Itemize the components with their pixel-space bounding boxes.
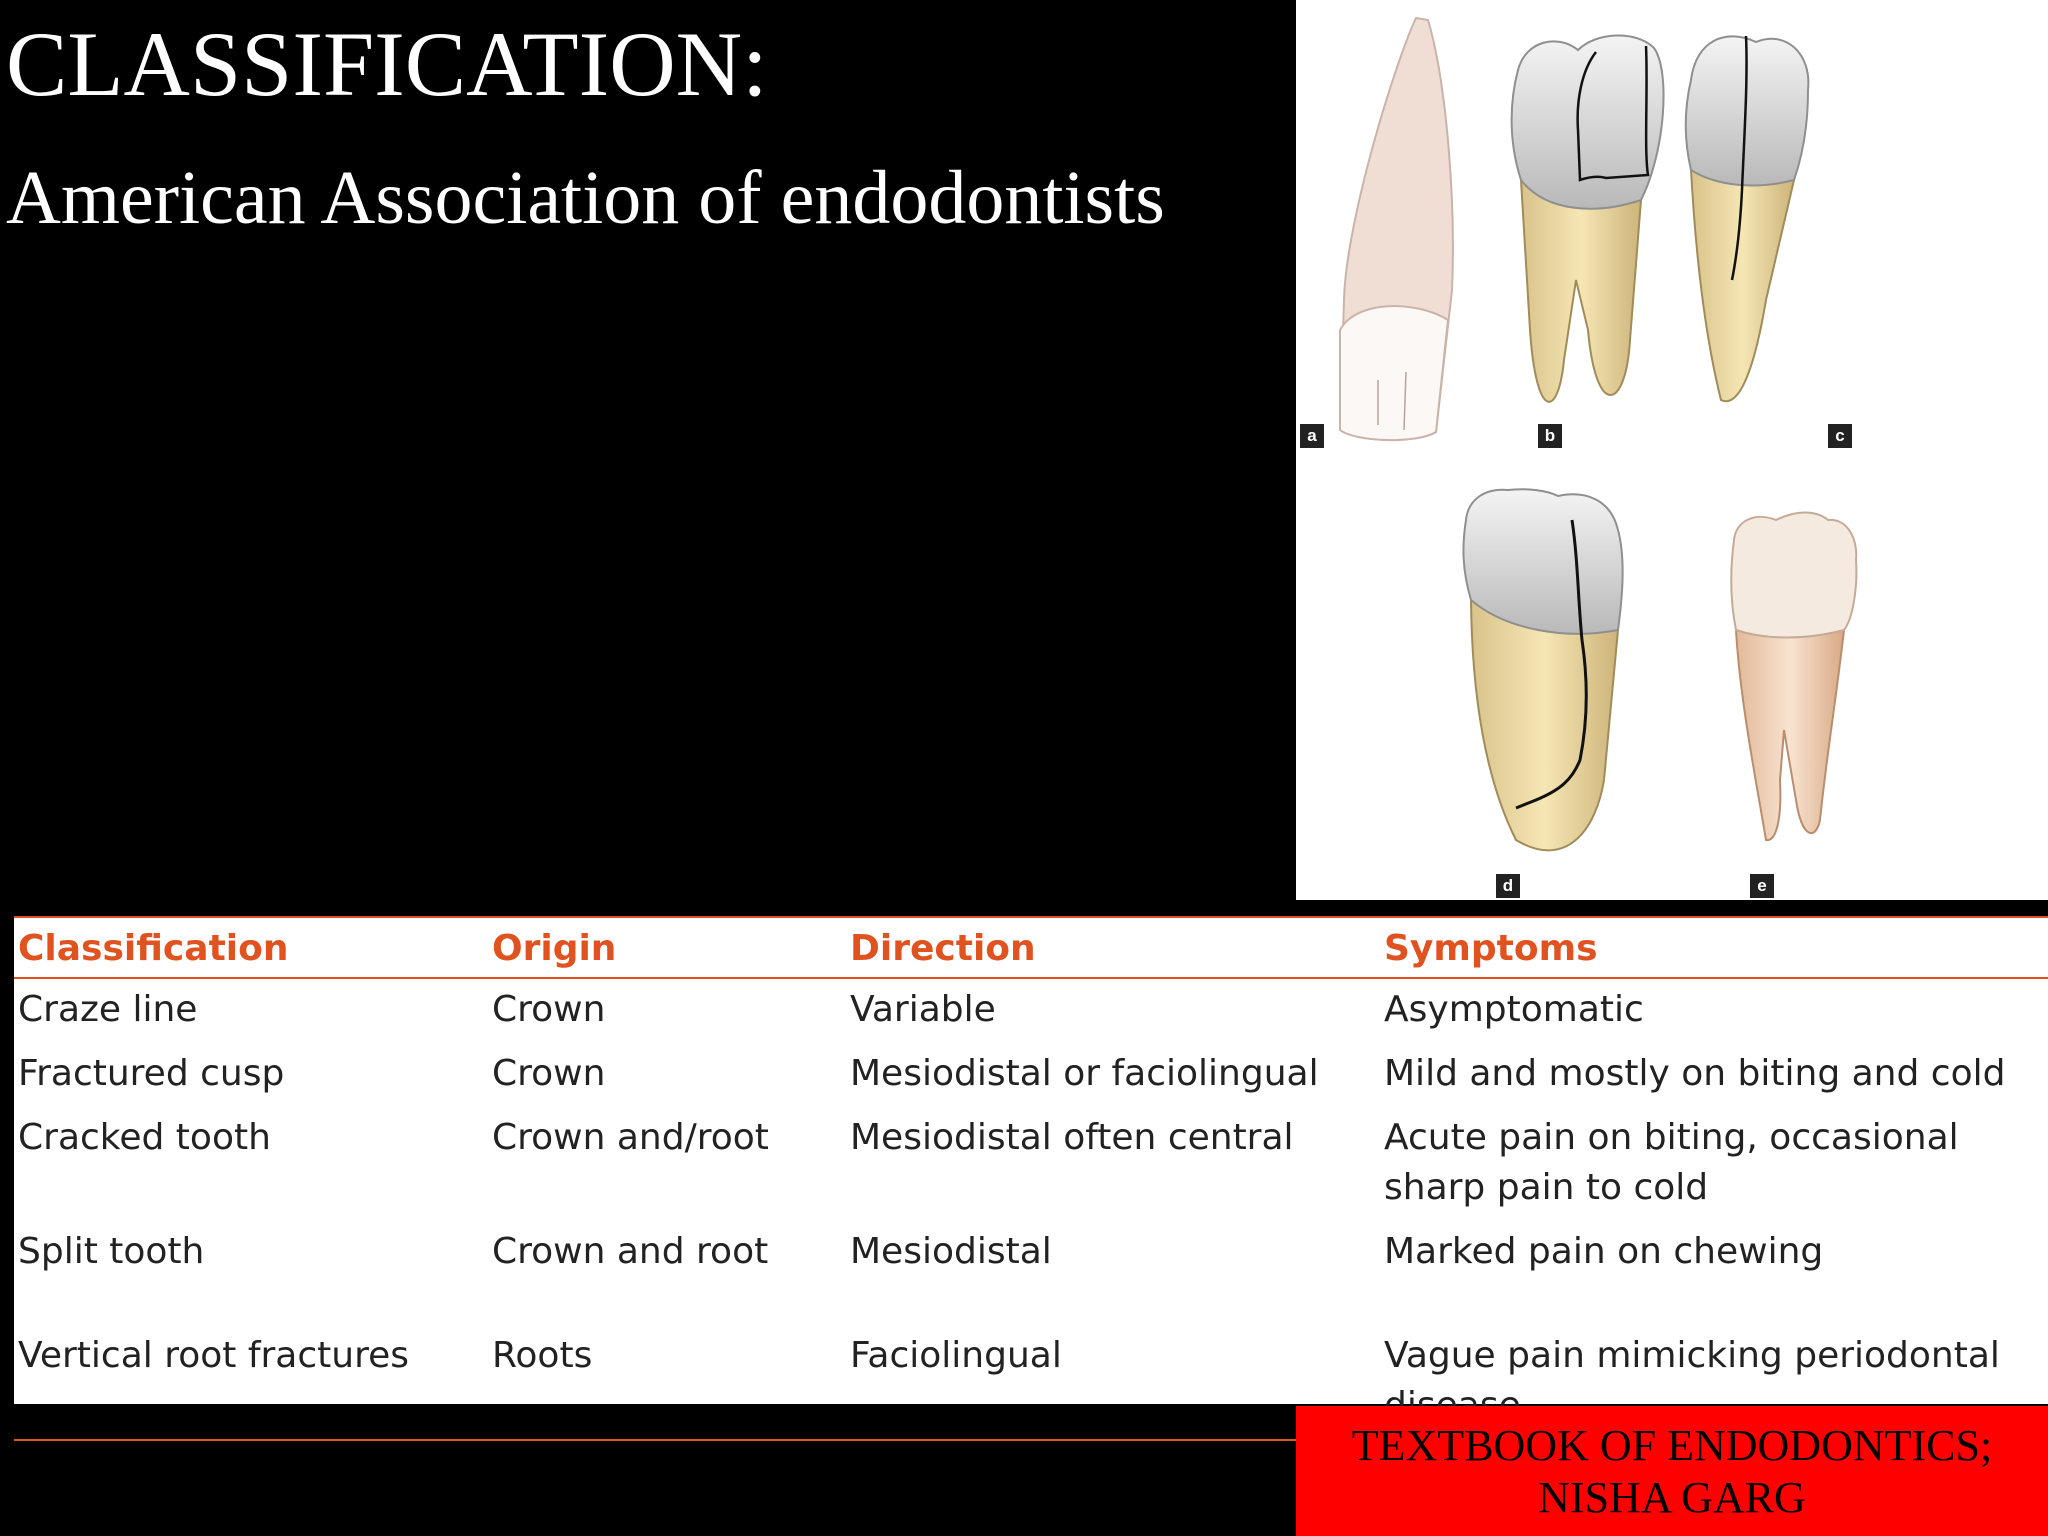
cell-origin: Crown: [492, 989, 606, 1030]
tooth-fracture-illustration: [1296, 0, 2048, 900]
header-origin: Origin: [488, 917, 846, 978]
cell-classification: Fractured cusp: [18, 1053, 285, 1094]
cell-symptoms: Acute pain on biting, occasional sharp pain to cold: [1384, 1117, 1959, 1208]
cell-classification: Split tooth: [18, 1231, 205, 1272]
header-classification: Classification: [14, 917, 488, 978]
figure-label-d: d: [1496, 874, 1520, 898]
tooth-a-incisor: [1340, 18, 1453, 440]
cell-classification: Cracked tooth: [18, 1117, 271, 1158]
cell-direction: Mesiodistal often central: [850, 1117, 1294, 1158]
cell-classification: Vertical root fractures: [14, 1325, 488, 1440]
tooth-d-cracked-tooth: [1463, 489, 1622, 850]
source-line-2: NISHA GARG: [1538, 1473, 1806, 1522]
header-symptoms: Symptoms: [1380, 917, 2048, 978]
table-row: [14, 1221, 2048, 1325]
tooth-c-premolar: [1686, 36, 1809, 401]
slide-title: CLASSIFICATION:: [6, 13, 768, 115]
cell-origin: Crown: [492, 1053, 606, 1094]
source-line-1: TEXTBOOK OF ENDODONTICS;: [1351, 1421, 1993, 1470]
cell-origin: Roots: [488, 1325, 846, 1440]
figure-label-a: a: [1300, 424, 1324, 448]
table-header-row: [14, 917, 2048, 978]
tooth-illustrations-svg: [1296, 0, 2048, 900]
cell-symptoms: Mild and mostly on biting and cold: [1384, 1053, 2006, 1094]
table-row: [14, 1107, 2048, 1221]
table-row: [14, 978, 2048, 1043]
cell-symptoms: Asymptomatic: [1384, 989, 1644, 1030]
cell-direction: Faciolingual: [846, 1325, 1380, 1440]
cell-origin: Crown and root: [492, 1231, 769, 1272]
figure-label-e: e: [1750, 874, 1774, 898]
cell-direction: Mesiodistal: [850, 1231, 1052, 1272]
cell-direction: Mesiodistal or faciolingual: [850, 1053, 1319, 1094]
cell-origin: Crown and/root: [492, 1117, 769, 1158]
cell-symptoms: Marked pain on chewing: [1384, 1231, 1824, 1272]
cell-direction: Variable: [850, 989, 996, 1030]
table-row: [14, 1043, 2048, 1107]
tooth-b-fractured-cusp: [1512, 35, 1664, 401]
cell-classification: Craze line: [18, 989, 198, 1030]
slide-subtitle: American Association of endodontists: [6, 156, 1165, 240]
tooth-e-split-tooth: [1731, 513, 1856, 841]
cell-symptoms: Vague pain mimicking periodontal: [1380, 1325, 2048, 1440]
figure-label-b: b: [1538, 424, 1562, 448]
source-citation: [1296, 1406, 2048, 1536]
classification-table: [14, 916, 2048, 1404]
header-direction: Direction: [846, 917, 1380, 978]
figure-label-c: c: [1828, 424, 1852, 448]
